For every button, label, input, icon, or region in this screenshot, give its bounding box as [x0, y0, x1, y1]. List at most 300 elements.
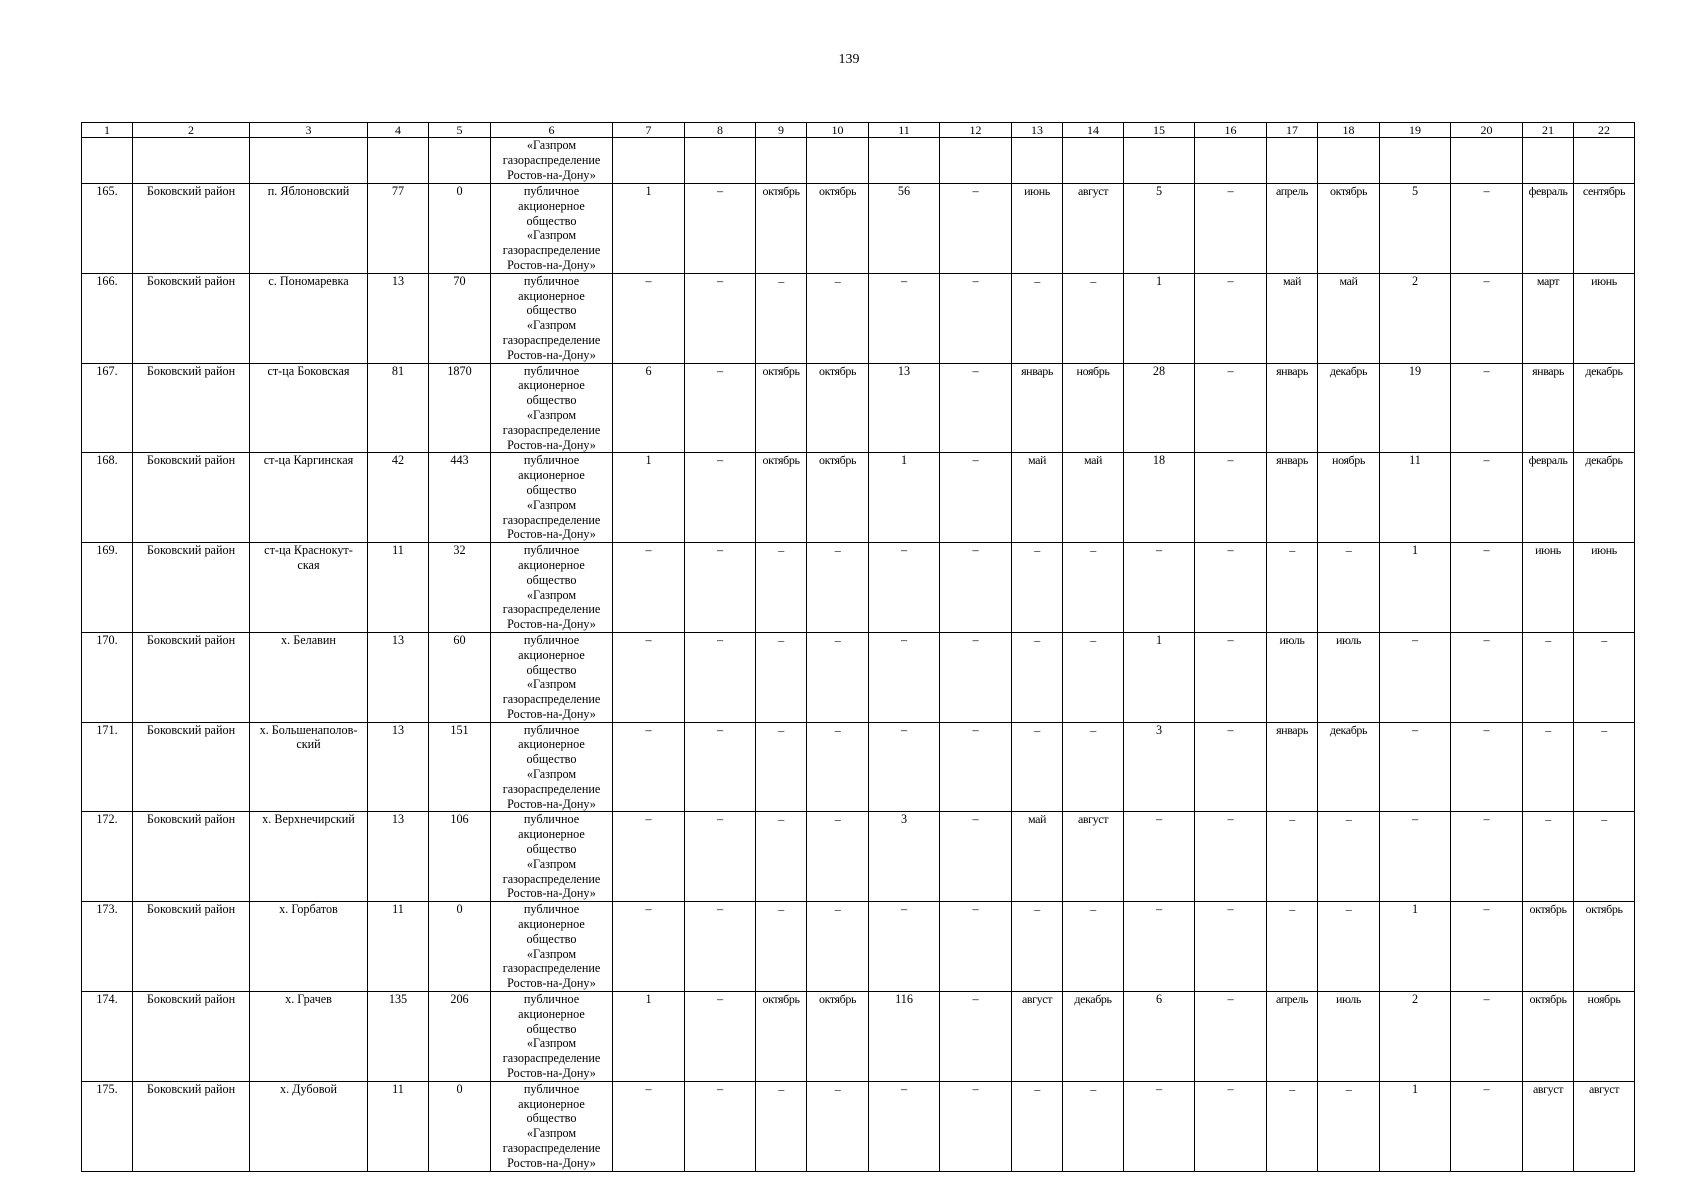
table-cell-col-2: Боковский район: [133, 363, 250, 453]
table-cell-col-15: 28: [1124, 363, 1195, 453]
table-cell-col-10: –: [807, 812, 869, 902]
table-cell-col-19: –: [1380, 812, 1451, 902]
table-cell-col-5: 151: [429, 722, 491, 812]
table-cell-col-6: публичное акционерное общество «Газпром газораспределение Ростов-на-Дону»: [491, 902, 613, 992]
table-cell-col-11: 1: [869, 453, 940, 543]
table-cell-col-12: –: [940, 902, 1012, 992]
table-cell-col-18: декабрь: [1318, 363, 1380, 453]
table-cell-col-19: –: [1380, 632, 1451, 722]
table-cell-col-12: –: [940, 543, 1012, 633]
table-cell-col-9: октябрь: [756, 453, 807, 543]
table-cell-col-10: –: [807, 902, 869, 992]
table-cell-col-2: Боковский район: [133, 632, 250, 722]
table-cell-col-9: октябрь: [756, 992, 807, 1082]
table-cell-col-19: –: [1380, 722, 1451, 812]
table-cell-col-10: –: [807, 722, 869, 812]
table-cell-col-1: 169.: [82, 543, 133, 633]
table-cell-col-15: 18: [1124, 453, 1195, 543]
table-cell-col-22: декабрь: [1574, 363, 1635, 453]
table-cell-col-14: ноябрь: [1063, 363, 1124, 453]
table-cell-col-5: 60: [429, 632, 491, 722]
table-cell-col-18: ноябрь: [1318, 453, 1380, 543]
table-cell-col-3: х. Горбатов: [250, 902, 368, 992]
table-cell-col-21: [1523, 138, 1574, 184]
table-cell-col-5: [429, 138, 491, 184]
table-row: [82, 812, 1635, 902]
table-cell-col-5: 70: [429, 273, 491, 363]
table-cell-col-7: –: [613, 902, 685, 992]
table-cell-col-11: –: [869, 632, 940, 722]
table-cell-col-2: Боковский район: [133, 992, 250, 1082]
table-cell-col-17: –: [1267, 902, 1318, 992]
table-cell-col-6: публичное акционерное общество «Газпром газораспределение Ростов-на-Дону»: [491, 363, 613, 453]
table-cell-col-9: октябрь: [756, 184, 807, 274]
table-cell-col-7: 1: [613, 184, 685, 274]
table-cell-col-6: публичное акционерное общество «Газпром газораспределение Ростов-на-Дону»: [491, 722, 613, 812]
table-cell-col-19: 1: [1380, 543, 1451, 633]
table-cell-col-17: [1267, 138, 1318, 184]
table-cell-col-16: –: [1195, 812, 1267, 902]
table-cell-col-15: [1124, 138, 1195, 184]
column-header-2: 2: [133, 123, 250, 138]
table-cell-col-5: 1870: [429, 363, 491, 453]
table-cell-col-14: –: [1063, 543, 1124, 633]
table-cell-col-18: октябрь: [1318, 184, 1380, 274]
table-cell-col-18: –: [1318, 543, 1380, 633]
table-row: [82, 992, 1635, 1082]
table-cell-col-8: –: [685, 632, 756, 722]
table-cell-col-10: –: [807, 1081, 869, 1171]
table-cell-col-6: публичное акционерное общество «Газпром газораспределение Ростов-на-Дону»: [491, 184, 613, 274]
table-cell-col-13: июнь: [1012, 184, 1063, 274]
table-cell-col-18: [1318, 138, 1380, 184]
column-header-5: 5: [429, 123, 491, 138]
table-cell-col-10: –: [807, 543, 869, 633]
table-row: [82, 902, 1635, 992]
table-cell-col-14: август: [1063, 812, 1124, 902]
table-cell-col-11: 3: [869, 812, 940, 902]
table-cell-col-21: март: [1523, 273, 1574, 363]
table-cell-col-1: 170.: [82, 632, 133, 722]
gasification-schedule-table: [81, 122, 1635, 1172]
table-cell-col-8: –: [685, 902, 756, 992]
table-cell-col-14: [1063, 138, 1124, 184]
table-cell-col-12: –: [940, 632, 1012, 722]
table-cell-col-18: июль: [1318, 632, 1380, 722]
table-cell-col-2: Боковский район: [133, 543, 250, 633]
table-cell-col-8: –: [685, 812, 756, 902]
table-cell-col-19: 2: [1380, 273, 1451, 363]
column-header-8: 8: [685, 123, 756, 138]
table-cell-col-5: 0: [429, 902, 491, 992]
table-cell-col-16: –: [1195, 543, 1267, 633]
table-cell-col-2: Боковский район: [133, 812, 250, 902]
table-cell-col-12: –: [940, 453, 1012, 543]
table-body: [82, 138, 1635, 1172]
table-cell-col-21: февраль: [1523, 453, 1574, 543]
table-cell-col-21: –: [1523, 812, 1574, 902]
table-cell-col-10: октябрь: [807, 992, 869, 1082]
table-cell-col-7: –: [613, 273, 685, 363]
column-header-11: 11: [869, 123, 940, 138]
table-cell-col-2: Боковский район: [133, 722, 250, 812]
table-cell-col-3: с. Пономаревка: [250, 273, 368, 363]
table-cell-col-16: –: [1195, 722, 1267, 812]
table-cell-col-9: –: [756, 1081, 807, 1171]
table-cell-col-13: май: [1012, 812, 1063, 902]
table-cell-col-22: июнь: [1574, 273, 1635, 363]
table-cell-col-16: –: [1195, 184, 1267, 274]
table-cell-col-10: –: [807, 632, 869, 722]
table-cell-col-11: –: [869, 902, 940, 992]
table-cell-col-10: [807, 138, 869, 184]
table-cell-col-4: 81: [368, 363, 429, 453]
table-cell-col-1: 172.: [82, 812, 133, 902]
table-cell-col-15: –: [1124, 902, 1195, 992]
table-cell-col-8: –: [685, 453, 756, 543]
column-header-6: 6: [491, 123, 613, 138]
table-cell-col-16: –: [1195, 902, 1267, 992]
table-cell-col-8: –: [685, 722, 756, 812]
column-header-15: 15: [1124, 123, 1195, 138]
table-row: [82, 138, 1635, 184]
table-cell-col-1: 168.: [82, 453, 133, 543]
table-cell-col-9: –: [756, 722, 807, 812]
table-cell-col-13: август: [1012, 992, 1063, 1082]
table-cell-col-22: декабрь: [1574, 453, 1635, 543]
table-cell-col-12: –: [940, 812, 1012, 902]
table-cell-col-7: –: [613, 722, 685, 812]
table-cell-col-14: май: [1063, 453, 1124, 543]
table-cell-col-2: [133, 138, 250, 184]
table-cell-col-14: –: [1063, 722, 1124, 812]
table-cell-col-18: декабрь: [1318, 722, 1380, 812]
table-cell-col-17: январь: [1267, 363, 1318, 453]
table-cell-col-22: ноябрь: [1574, 992, 1635, 1082]
table-cell-col-4: 11: [368, 543, 429, 633]
table-cell-col-15: –: [1124, 812, 1195, 902]
column-header-9: 9: [756, 123, 807, 138]
table-cell-col-20: –: [1451, 363, 1523, 453]
table-cell-col-7: –: [613, 543, 685, 633]
table-cell-col-3: х. Белавин: [250, 632, 368, 722]
table-cell-col-18: –: [1318, 902, 1380, 992]
column-header-16: 16: [1195, 123, 1267, 138]
table-cell-col-7: 1: [613, 992, 685, 1082]
table-cell-col-20: –: [1451, 632, 1523, 722]
table-cell-col-14: –: [1063, 1081, 1124, 1171]
table-cell-col-6: публичное акционерное общество «Газпром газораспределение Ростов-на-Дону»: [491, 543, 613, 633]
table-cell-col-4: 13: [368, 722, 429, 812]
table-cell-col-4: 11: [368, 902, 429, 992]
table-cell-col-8: –: [685, 1081, 756, 1171]
table-cell-col-3: п. Яблоновский: [250, 184, 368, 274]
table-cell-col-10: –: [807, 273, 869, 363]
table-cell-col-21: август: [1523, 1081, 1574, 1171]
table-cell-col-13: –: [1012, 902, 1063, 992]
table-cell-col-19: 1: [1380, 1081, 1451, 1171]
table-cell-col-13: –: [1012, 722, 1063, 812]
table-cell-col-2: Боковский район: [133, 273, 250, 363]
table-cell-col-1: 167.: [82, 363, 133, 453]
table-cell-col-4: 13: [368, 812, 429, 902]
table-cell-col-18: –: [1318, 812, 1380, 902]
table-cell-col-17: –: [1267, 1081, 1318, 1171]
table-cell-col-19: [1380, 138, 1451, 184]
table-cell-col-3: х. Дубовой: [250, 1081, 368, 1171]
column-header-7: 7: [613, 123, 685, 138]
table-cell-col-15: 6: [1124, 992, 1195, 1082]
table-cell-col-15: 5: [1124, 184, 1195, 274]
table-cell-col-13: январь: [1012, 363, 1063, 453]
table-cell-col-7: 6: [613, 363, 685, 453]
table-cell-col-14: август: [1063, 184, 1124, 274]
table-cell-col-6: публичное акционерное общество «Газпром газораспределение Ростов-на-Дону»: [491, 812, 613, 902]
table-cell-col-11: 56: [869, 184, 940, 274]
table-cell-col-1: 174.: [82, 992, 133, 1082]
table-cell-col-20: –: [1451, 453, 1523, 543]
table-row: [82, 632, 1635, 722]
table-cell-col-22: август: [1574, 1081, 1635, 1171]
table-cell-col-2: Боковский район: [133, 184, 250, 274]
table-cell-col-15: –: [1124, 1081, 1195, 1171]
table-cell-col-9: –: [756, 632, 807, 722]
table-cell-col-9: [756, 138, 807, 184]
table-cell-col-22: –: [1574, 812, 1635, 902]
table-cell-col-10: октябрь: [807, 184, 869, 274]
table-cell-col-6: публичное акционерное общество «Газпром газораспределение Ростов-на-Дону»: [491, 992, 613, 1082]
table-cell-col-22: –: [1574, 722, 1635, 812]
table-cell-col-3: ст-ца Краснокут- ская: [250, 543, 368, 633]
table-cell-col-7: [613, 138, 685, 184]
table-cell-col-3: ст-ца Каргинская: [250, 453, 368, 543]
table-cell-col-10: октябрь: [807, 363, 869, 453]
table-cell-col-20: –: [1451, 543, 1523, 633]
table-cell-col-11: –: [869, 1081, 940, 1171]
table-cell-col-5: 32: [429, 543, 491, 633]
table-header: [82, 123, 1635, 138]
column-header-14: 14: [1063, 123, 1124, 138]
table-cell-col-16: –: [1195, 273, 1267, 363]
table-cell-col-22: октябрь: [1574, 902, 1635, 992]
table-cell-col-1: 166.: [82, 273, 133, 363]
table-cell-col-20: –: [1451, 273, 1523, 363]
table-cell-col-17: апрель: [1267, 992, 1318, 1082]
column-header-17: 17: [1267, 123, 1318, 138]
table-row: [82, 453, 1635, 543]
table-cell-col-12: –: [940, 992, 1012, 1082]
table-cell-col-2: Боковский район: [133, 1081, 250, 1171]
table-row: [82, 1081, 1635, 1171]
column-header-20: 20: [1451, 123, 1523, 138]
table-cell-col-20: –: [1451, 992, 1523, 1082]
table-cell-col-13: май: [1012, 453, 1063, 543]
table-cell-col-16: –: [1195, 1081, 1267, 1171]
table-cell-col-21: октябрь: [1523, 902, 1574, 992]
table-cell-col-9: октябрь: [756, 363, 807, 453]
table-cell-col-7: –: [613, 1081, 685, 1171]
table-cell-col-4: 13: [368, 273, 429, 363]
table-cell-col-1: [82, 138, 133, 184]
table-cell-col-8: –: [685, 363, 756, 453]
table-cell-col-3: х. Грачев: [250, 992, 368, 1082]
table-cell-col-8: –: [685, 992, 756, 1082]
table-cell-col-19: 19: [1380, 363, 1451, 453]
table-cell-col-9: –: [756, 812, 807, 902]
table-cell-col-22: [1574, 138, 1635, 184]
table-cell-col-18: июль: [1318, 992, 1380, 1082]
table-cell-col-20: –: [1451, 902, 1523, 992]
table-cell-col-19: 5: [1380, 184, 1451, 274]
table-cell-col-14: –: [1063, 273, 1124, 363]
table-cell-col-21: октябрь: [1523, 992, 1574, 1082]
table-cell-col-2: Боковский район: [133, 453, 250, 543]
column-header-22: 22: [1574, 123, 1635, 138]
table-cell-col-20: –: [1451, 1081, 1523, 1171]
table-cell-col-4: 13: [368, 632, 429, 722]
table-cell-col-17: апрель: [1267, 184, 1318, 274]
table-cell-col-1: 175.: [82, 1081, 133, 1171]
table-cell-col-5: 106: [429, 812, 491, 902]
table-cell-col-15: 1: [1124, 273, 1195, 363]
table-cell-col-5: 0: [429, 184, 491, 274]
column-header-18: 18: [1318, 123, 1380, 138]
table-cell-col-11: 13: [869, 363, 940, 453]
table-cell-col-2: Боковский район: [133, 902, 250, 992]
table-cell-col-9: –: [756, 273, 807, 363]
table-cell-col-15: 3: [1124, 722, 1195, 812]
table-cell-col-6: «Газпром газораспределение Ростов-на-Дону»: [491, 138, 613, 184]
table-cell-col-11: –: [869, 543, 940, 633]
table-cell-col-11: 116: [869, 992, 940, 1082]
table-cell-col-12: –: [940, 273, 1012, 363]
table-cell-col-7: –: [613, 812, 685, 902]
table-cell-col-15: –: [1124, 543, 1195, 633]
table-cell-col-13: –: [1012, 632, 1063, 722]
column-header-21: 21: [1523, 123, 1574, 138]
table-cell-col-14: декабрь: [1063, 992, 1124, 1082]
table-cell-col-21: февраль: [1523, 184, 1574, 274]
table-cell-col-4: 11: [368, 1081, 429, 1171]
table-cell-col-1: 165.: [82, 184, 133, 274]
table-cell-col-20: –: [1451, 812, 1523, 902]
table-cell-col-11: [869, 138, 940, 184]
table-cell-col-11: –: [869, 722, 940, 812]
table-cell-col-5: 206: [429, 992, 491, 1082]
table-cell-col-13: –: [1012, 1081, 1063, 1171]
table-cell-col-16: –: [1195, 632, 1267, 722]
table-cell-col-3: [250, 138, 368, 184]
table-cell-col-17: июль: [1267, 632, 1318, 722]
column-header-10: 10: [807, 123, 869, 138]
table-cell-col-6: публичное акционерное общество «Газпром газораспределение Ростов-на-Дону»: [491, 273, 613, 363]
table-cell-col-22: сентябрь: [1574, 184, 1635, 274]
column-header-13: 13: [1012, 123, 1063, 138]
table-cell-col-17: январь: [1267, 453, 1318, 543]
table-cell-col-3: х. Верхнечирский: [250, 812, 368, 902]
table-cell-col-15: 1: [1124, 632, 1195, 722]
table-cell-col-20: –: [1451, 722, 1523, 812]
page-number: 139: [838, 52, 860, 67]
table-cell-col-16: –: [1195, 992, 1267, 1082]
table-cell-col-20: [1451, 138, 1523, 184]
column-header-1: 1: [82, 123, 133, 138]
table-cell-col-8: –: [685, 273, 756, 363]
table-cell-col-21: –: [1523, 722, 1574, 812]
table-cell-col-21: –: [1523, 632, 1574, 722]
table-cell-col-8: –: [685, 184, 756, 274]
table-cell-col-5: 0: [429, 1081, 491, 1171]
table-cell-col-22: июнь: [1574, 543, 1635, 633]
table-cell-col-19: 11: [1380, 453, 1451, 543]
table-cell-col-14: –: [1063, 632, 1124, 722]
column-header-19: 19: [1380, 123, 1451, 138]
table-cell-col-9: –: [756, 543, 807, 633]
table-cell-col-12: –: [940, 363, 1012, 453]
table-cell-col-11: –: [869, 273, 940, 363]
table-cell-col-1: 173.: [82, 902, 133, 992]
table-cell-col-14: –: [1063, 902, 1124, 992]
table-cell-col-20: –: [1451, 184, 1523, 274]
table-cell-col-5: 443: [429, 453, 491, 543]
table-cell-col-4: [368, 138, 429, 184]
table-cell-col-12: –: [940, 184, 1012, 274]
table-cell-col-6: публичное акционерное общество «Газпром газораспределение Ростов-на-Дону»: [491, 1081, 613, 1171]
table-cell-col-8: [685, 138, 756, 184]
table-cell-col-17: –: [1267, 543, 1318, 633]
table-cell-col-1: 171.: [82, 722, 133, 812]
table-cell-col-13: [1012, 138, 1063, 184]
table-cell-col-19: 2: [1380, 992, 1451, 1082]
table-cell-col-12: [940, 138, 1012, 184]
table-cell-col-7: –: [613, 632, 685, 722]
table-cell-col-8: –: [685, 543, 756, 633]
table-cell-col-13: –: [1012, 543, 1063, 633]
table-cell-col-18: май: [1318, 273, 1380, 363]
table-cell-col-7: 1: [613, 453, 685, 543]
table-cell-col-6: публичное акционерное общество «Газпром газораспределение Ростов-на-Дону»: [491, 632, 613, 722]
table-row: [82, 184, 1635, 274]
table-cell-col-4: 77: [368, 184, 429, 274]
table-cell-col-19: 1: [1380, 902, 1451, 992]
table-cell-col-3: х. Большенаполов- ский: [250, 722, 368, 812]
table-row: [82, 722, 1635, 812]
table-cell-col-4: 135: [368, 992, 429, 1082]
table-cell-col-10: октябрь: [807, 453, 869, 543]
table-row: [82, 273, 1635, 363]
table-cell-col-22: –: [1574, 632, 1635, 722]
table-cell-col-3: ст-ца Боковская: [250, 363, 368, 453]
table-cell-col-17: май: [1267, 273, 1318, 363]
column-header-4: 4: [368, 123, 429, 138]
table-cell-col-12: –: [940, 1081, 1012, 1171]
table-cell-col-6: публичное акционерное общество «Газпром газораспределение Ростов-на-Дону»: [491, 453, 613, 543]
table-cell-col-4: 42: [368, 453, 429, 543]
table-cell-col-21: январь: [1523, 363, 1574, 453]
column-header-12: 12: [940, 123, 1012, 138]
table-cell-col-18: –: [1318, 1081, 1380, 1171]
column-header-3: 3: [250, 123, 368, 138]
table-cell-col-21: июнь: [1523, 543, 1574, 633]
table-cell-col-17: январь: [1267, 722, 1318, 812]
table-row: [82, 363, 1635, 453]
table-cell-col-13: –: [1012, 273, 1063, 363]
table-row: [82, 543, 1635, 633]
column-number-row: [82, 123, 1635, 138]
table-cell-col-16: [1195, 138, 1267, 184]
table-cell-col-9: –: [756, 902, 807, 992]
table-cell-col-16: –: [1195, 453, 1267, 543]
